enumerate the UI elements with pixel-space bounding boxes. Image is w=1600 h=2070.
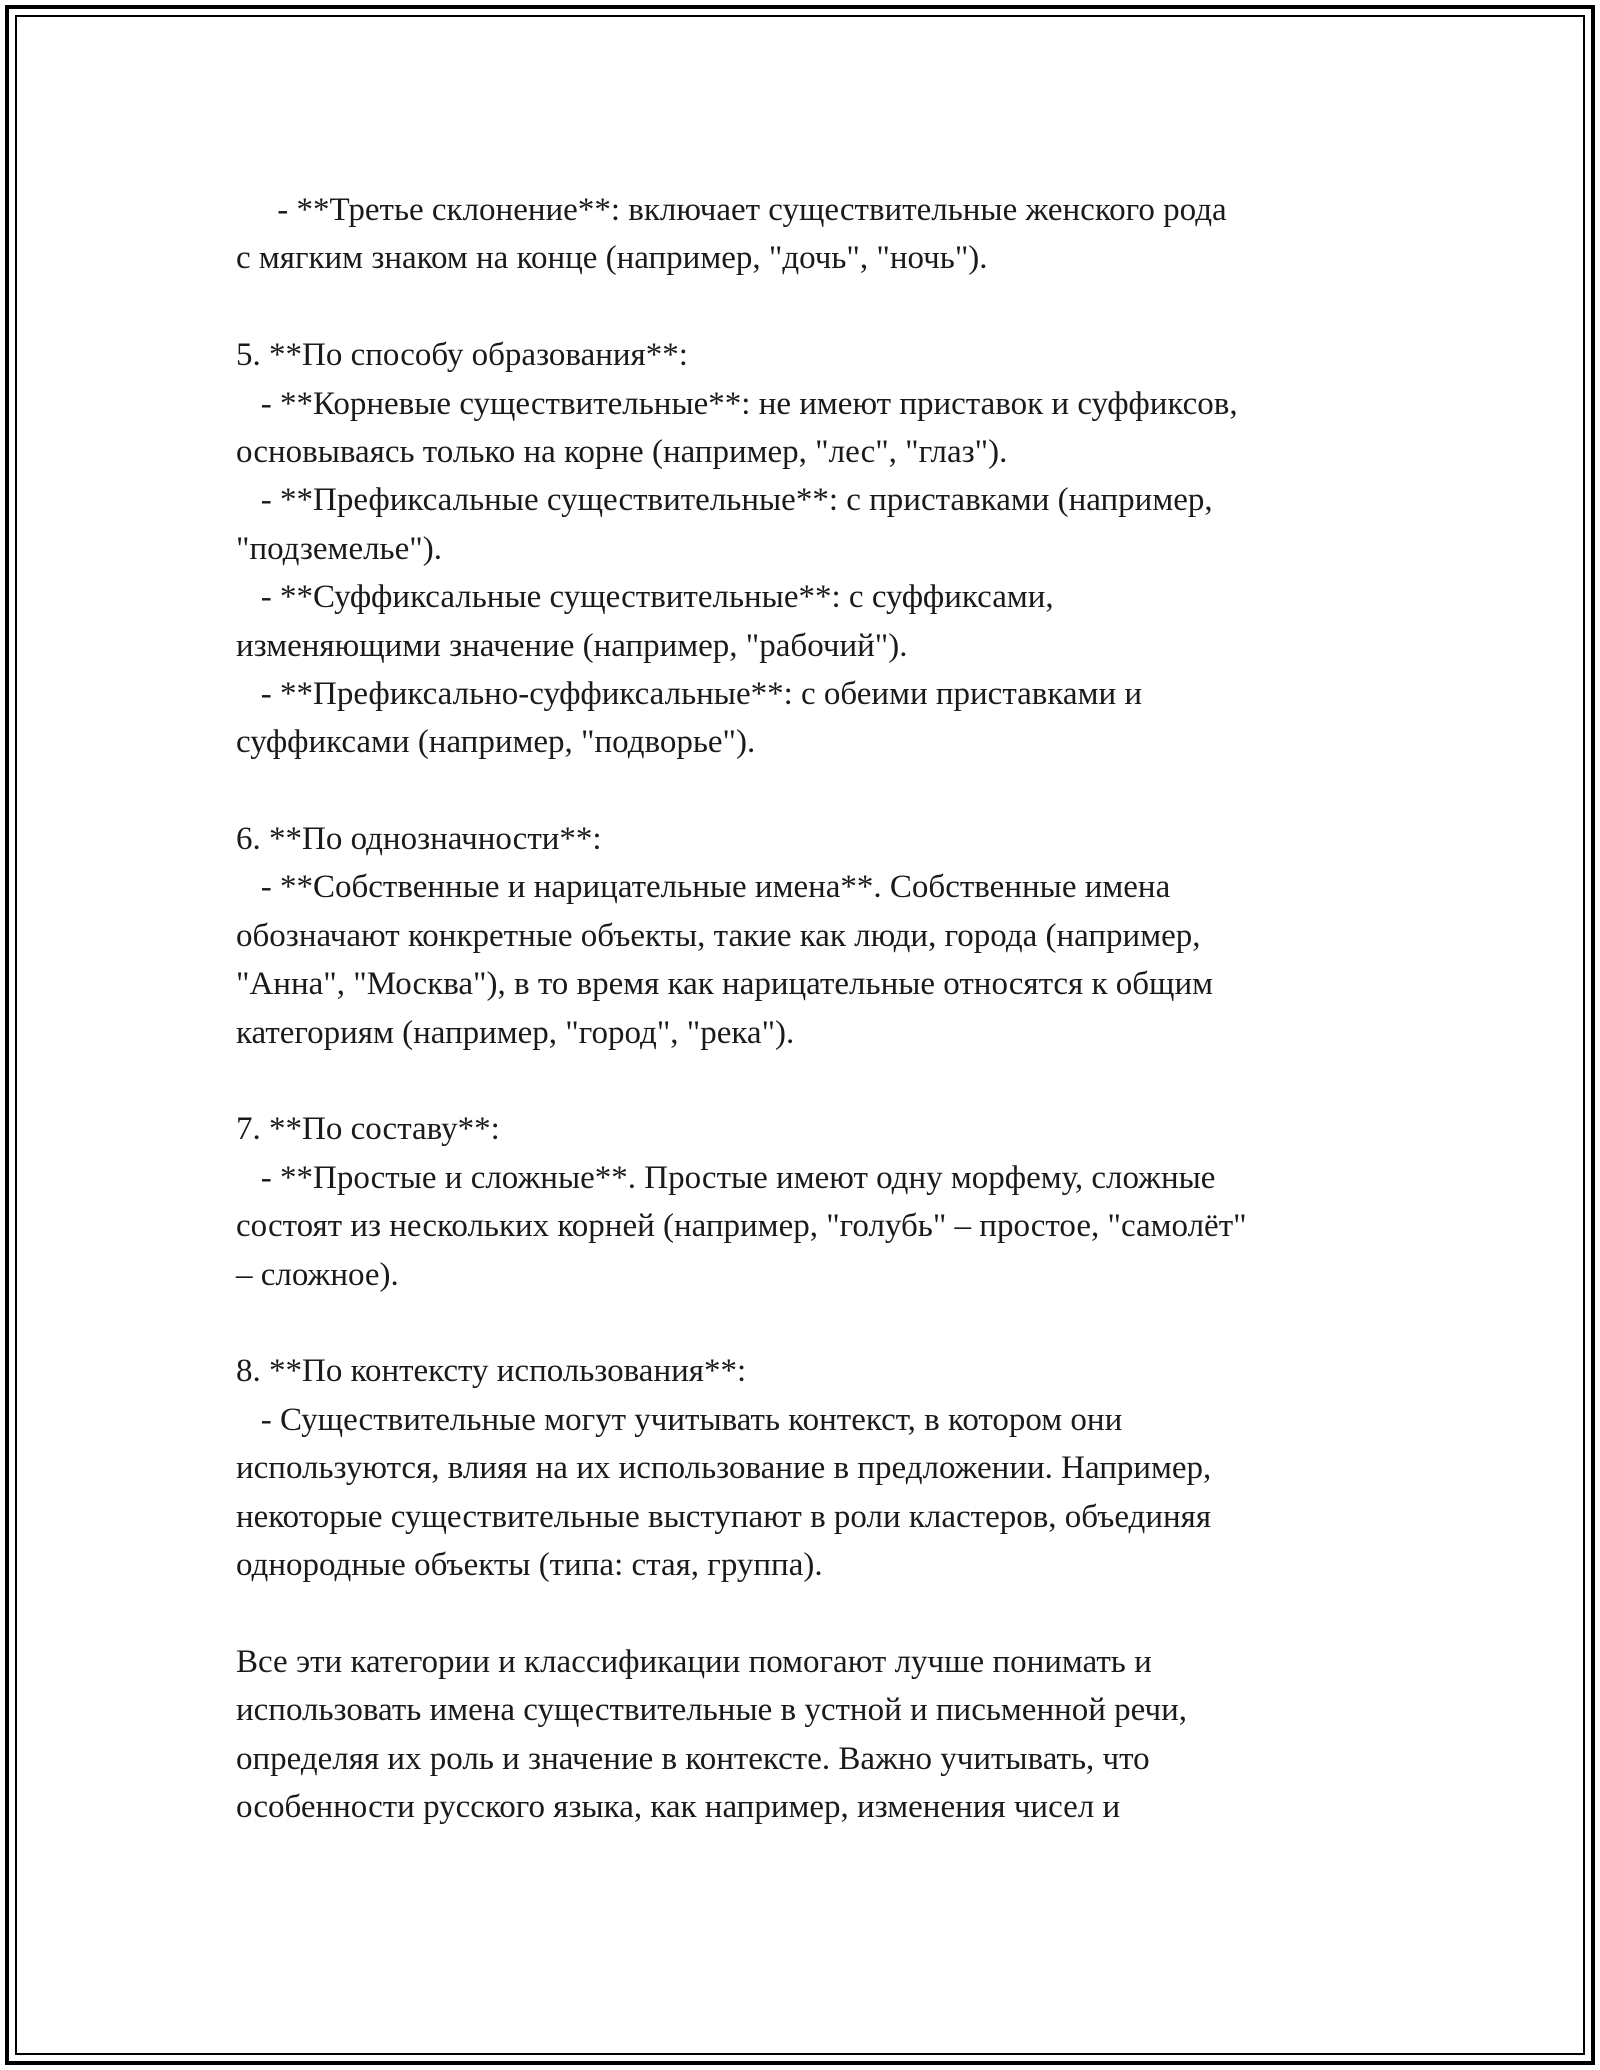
text-line: суффиксами (например, "подворье"). bbox=[236, 724, 756, 761]
section-heading-7: 7. **По составу**: bbox=[236, 1111, 500, 1148]
conclusion-line: использовать имена существительные в устной и письменной речи, bbox=[236, 1692, 1188, 1729]
text-line: используются, влияя на их использование в предложении. Например, bbox=[236, 1450, 1212, 1487]
section-heading-8: 8. **По контексту использования**: bbox=[236, 1353, 747, 1390]
text-line: - **Простые и сложные**. Простые имеют одну морфему, сложные bbox=[236, 1159, 1216, 1196]
paragraph-gap bbox=[236, 767, 1416, 815]
text-line: "Анна", "Москва"), в то время как нарицательные относятся к общим bbox=[236, 966, 1214, 1003]
text-line: - **Третье склонение**: включает существительные женского рода bbox=[236, 192, 1227, 228]
text-line: - Существительные могут учитывать контекст, в котором они bbox=[236, 1401, 1123, 1438]
section-heading-5: 5. **По способу образования**: bbox=[236, 337, 688, 374]
text-line: - **Собственные и нарицательные имена**. Собственные имена bbox=[236, 869, 1171, 906]
text-line: обозначают конкретные объекты, такие как люди, города (например, bbox=[236, 917, 1201, 954]
text-line: – сложное). bbox=[236, 1256, 399, 1293]
text-line: состоят из нескольких корней (например, "голубь" – простое, "самолёт" bbox=[236, 1208, 1247, 1245]
text-line: - **Префиксальные существительные**: с приставками (например, bbox=[236, 482, 1213, 519]
paragraph-gap bbox=[236, 1589, 1416, 1637]
document-body bbox=[236, 186, 1416, 1831]
conclusion-line: Все эти категории и классификации помогают лучше понимать и bbox=[236, 1643, 1152, 1680]
text-line: "подземелье"). bbox=[236, 530, 442, 567]
text-line: некоторые существительные выступают в роли кластеров, объединяя bbox=[236, 1498, 1212, 1535]
paragraph-gap bbox=[236, 1057, 1416, 1105]
text-line: - **Префиксально-суффиксальные**: с обеими приставками и bbox=[236, 675, 1143, 712]
conclusion-line: определяя их роль и значение в контексте. Важно учитывать, что bbox=[236, 1740, 1150, 1777]
text-line: однородные объекты (типа: стая, группа). bbox=[236, 1546, 823, 1583]
text-line: с мягким знаком на конце (например, "дочь", "ночь"). bbox=[236, 240, 988, 277]
text-line: - **Суффиксальные существительные**: с суффиксами, bbox=[236, 579, 1054, 616]
conclusion-line: особенности русского языка, как например, изменения чисел и bbox=[236, 1788, 1121, 1825]
section-heading-6: 6. **По однозначности**: bbox=[236, 821, 602, 858]
paragraph-gap bbox=[236, 1299, 1416, 1347]
text-line: изменяющими значение (например, "рабочий"). bbox=[236, 627, 908, 664]
paragraph-gap bbox=[236, 283, 1416, 331]
text-line: - **Корневые существительные**: не имеют приставок и суффиксов, bbox=[236, 385, 1238, 422]
text-line: категориям (например, "город", "река"). bbox=[236, 1014, 795, 1051]
text-line: основываясь только на корне (например, "лес", "глаз"). bbox=[236, 433, 1008, 470]
